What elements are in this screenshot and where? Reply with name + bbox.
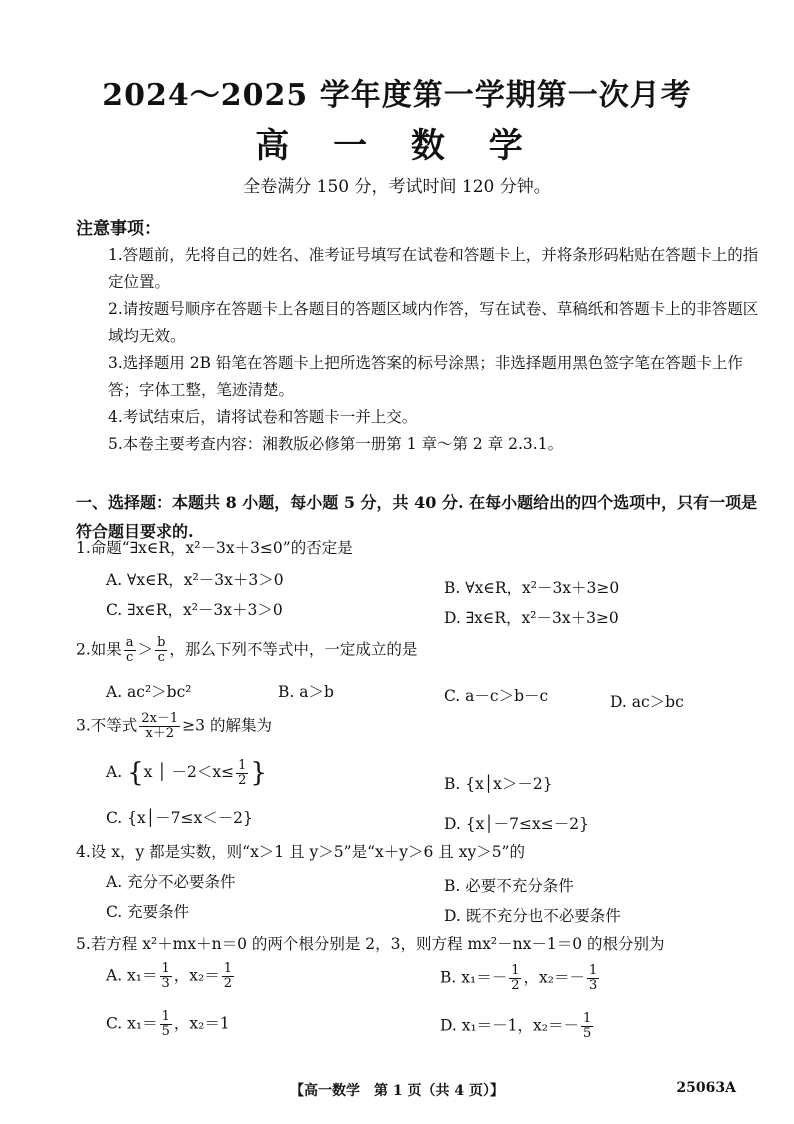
fraction — [509, 964, 521, 993]
fraction-denominator: c — [157, 650, 165, 665]
question-4-stem: 4.设 x，y 都是实数，则“x＞1 且 y＞5”是“x＋y＞6 且 xy＞5”的 — [76, 843, 525, 861]
question-1-option-d: D. ∃x∈R，x²－3x＋3≥0 — [444, 609, 619, 627]
fraction-numerator: 1 — [583, 1011, 592, 1026]
fraction — [587, 964, 599, 993]
fraction-numerator: 1 — [511, 963, 520, 978]
set-condition: x │ －2＜x≤ — [143, 763, 235, 781]
fraction-denominator: 3 — [588, 978, 598, 993]
fraction-denominator: 2 — [238, 772, 247, 788]
question-4-option-a: A. 充分不必要条件 — [106, 873, 236, 891]
option-text: C. x₁＝ — [106, 1014, 158, 1033]
question-5-option-a — [106, 962, 236, 991]
fraction-denominator: 2 — [511, 978, 520, 993]
note-item-5: 5.本卷主要考查内容：湘教版必修第一册第 1 章～第 2 章 2.3.1。 — [108, 435, 564, 453]
fraction — [581, 1012, 593, 1041]
fraction-one-half — [236, 759, 248, 788]
question-2-option-d: D. ac＞bc — [610, 693, 684, 711]
fraction-denominator: 3 — [161, 976, 170, 991]
fraction-numerator: 1 — [161, 1009, 170, 1024]
left-brace: { — [127, 758, 144, 788]
fraction-numerator: b — [157, 635, 166, 650]
fraction-numerator: 1 — [238, 757, 247, 773]
note-item-3: 3.选择题用 2B 铅笔在答题卡上把所选答案的标号涂黑；非选择题用黑色签字笔在答题卡上作答；字体工整，笔迹清楚。 — [108, 354, 743, 399]
fraction-numerator: 2x－1 — [141, 711, 179, 726]
fraction — [160, 1010, 172, 1039]
question-3-option-c: C. {x│－7≤x＜－2} — [106, 809, 253, 827]
fraction-denominator: 5 — [583, 1026, 592, 1041]
question-3-option-d: D. {x│－7≤x≤－2} — [444, 815, 589, 833]
option-text: ，x₂＝－ — [523, 968, 585, 987]
question-2-option-b: B. a＞b — [278, 683, 334, 701]
question-2-stem — [76, 636, 417, 665]
question-4-option-b: B. 必要不充分条件 — [444, 877, 574, 895]
question-3-option-b: B. {x│x＞－2} — [444, 775, 553, 793]
subject-title: 高 一 数 学 — [255, 126, 539, 166]
option-label: A. — [106, 763, 123, 781]
exam-title: 2024～2025 学年度第一学期第一次月考 — [102, 78, 692, 113]
question-2-option-a: A. ac²＞bc² — [106, 683, 192, 701]
notes-list — [108, 242, 768, 458]
fraction — [160, 962, 172, 991]
question-5-stem: 5.若方程 x²＋mx＋n＝0 的两个根分别是 2，3，则方程 mx²－nx－1＝0 的根分别为 — [76, 935, 665, 953]
question-3-option-a — [106, 758, 267, 788]
fraction-numerator: 1 — [161, 961, 170, 976]
question-2-suffix: ，那么下列不等式中，一定成立的是 — [169, 640, 418, 659]
fraction — [222, 962, 234, 991]
question-5-option-c — [106, 1010, 230, 1039]
fraction-denominator: 2 — [223, 976, 233, 991]
fraction-denominator: x＋2 — [145, 726, 175, 741]
fraction-inequality — [139, 712, 180, 741]
question-2-prefix: 2.如果 — [76, 640, 122, 659]
section-heading: 一、选择题：本题共 8 小题，每小题 5 分，共 40 分. 在每小题给出的四个选项中，只有一项是符合题目要求的. — [76, 493, 758, 541]
fraction-a-over-c — [124, 636, 136, 665]
exam-info: 全卷满分 150 分，考试时间 120 分钟。 — [243, 177, 551, 197]
fraction-numerator: a — [125, 635, 134, 650]
question-3-stem — [76, 712, 272, 741]
option-text: D. x₁＝－1，x₂＝－ — [440, 1016, 580, 1035]
fraction-denominator: c — [126, 650, 134, 665]
note-item-4: 4.考试结束后，请将试卷和答题卡一并上交。 — [108, 408, 418, 426]
exam-code: 25063A — [676, 1080, 736, 1096]
note-item-1: 1.答题前，先将自己的姓名、准考证号填写在试卷和答题卡上，并将条形码粘贴在答题卡上的指定位置。 — [108, 246, 759, 291]
question-2-option-c: C. a－c＞b－c — [444, 687, 549, 705]
notes-heading: 注意事项： — [76, 219, 161, 239]
option-text: ，x₂＝ — [173, 966, 220, 985]
option-text: ，x₂＝1 — [173, 1014, 230, 1033]
fraction-denominator: 5 — [161, 1024, 170, 1039]
question-3-prefix: 3.不等式 — [76, 716, 138, 735]
note-item-2: 2.请按题号顺序在答题卡上各题目的答题区域内作答，写在试卷、草稿纸和答题卡上的非答题区域均无效。 — [108, 300, 759, 345]
question-4-option-d: D. 既不充分也不必要条件 — [444, 907, 621, 925]
greater-than-sign: ＞ — [137, 640, 154, 659]
question-3-suffix: ≥3 的解集为 — [182, 716, 272, 735]
question-5-option-b — [440, 964, 601, 993]
fraction-b-over-c — [155, 636, 167, 665]
right-brace: } — [250, 758, 267, 788]
question-1-option-b: B. ∀x∈R，x²－3x＋3≥0 — [444, 579, 620, 597]
question-1-option-a: A. ∀x∈R，x²－3x＋3＞0 — [106, 571, 284, 589]
fraction-numerator: 1 — [223, 961, 233, 976]
option-text: B. x₁＝－ — [440, 968, 508, 987]
fraction-numerator: 1 — [588, 963, 598, 978]
option-text: A. x₁＝ — [106, 966, 158, 985]
question-4-option-c: C. 充要条件 — [106, 903, 190, 921]
question-1-stem: 1.命题“∃x∈R，x²－3x＋3≤0”的否定是 — [76, 539, 353, 557]
question-1-option-c: C. ∃x∈R，x²－3x＋3＞0 — [106, 601, 283, 619]
question-5-option-d — [440, 1012, 595, 1041]
page-footer: 【高一数学 第 1 页（共 4 页）】 — [290, 1083, 504, 1099]
